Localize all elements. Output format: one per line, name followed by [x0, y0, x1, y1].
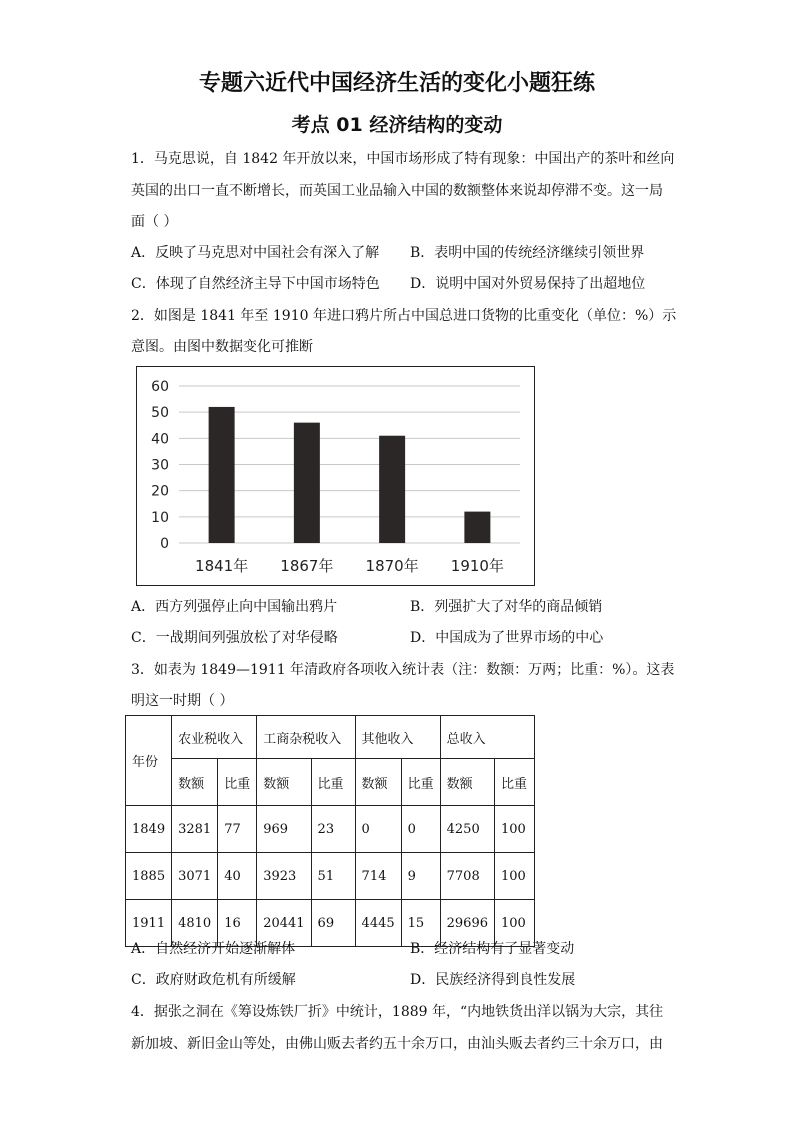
table-cell: 3923	[257, 853, 311, 900]
table-cell: 9	[401, 853, 440, 900]
chart-svg	[137, 367, 536, 587]
table-cell: 969	[257, 806, 311, 853]
q1-option-c[interactable]: C．体现了自然经济主导下中国市场特色	[131, 276, 380, 292]
table-cell: 23	[311, 806, 355, 853]
q1-option-b[interactable]: B．表明中国的传统经济继续引领世界	[410, 245, 645, 261]
q1-line-1: 1．马克思说，自 1842 年开放以来，中国市场形成了特有现象：中国出产的茶叶和丝向	[131, 151, 675, 167]
table-row	[126, 806, 535, 853]
x-tick-label: 1841年	[195, 557, 249, 575]
q3-line-2: 明这一时期（ ）	[131, 693, 234, 709]
x-tick-label: 1910年	[450, 557, 504, 575]
group-header-agri: 农业税收入	[172, 716, 257, 759]
q2-option-c[interactable]: C．一战期间列强放松了对华侵略	[131, 630, 338, 646]
table-cell: 69	[311, 900, 355, 947]
table-cell: 40	[218, 853, 257, 900]
sub-header: 数额	[355, 759, 401, 806]
table-cell: 3281	[172, 806, 218, 853]
table-header-row	[126, 716, 535, 759]
bar	[379, 436, 405, 543]
table-cell: 15	[401, 900, 440, 947]
table-cell: 20441	[257, 900, 311, 947]
sub-header: 数额	[172, 759, 218, 806]
y-tick-label: 30	[151, 457, 169, 474]
table-cell: 16	[218, 900, 257, 947]
q1-option-d[interactable]: D．说明中国对外贸易保持了出超地位	[410, 276, 646, 292]
q3-option-a[interactable]: A．自然经济开始逐渐解体	[131, 941, 296, 957]
q2-option-b[interactable]: B．列强扩大了对华的商品倾销	[410, 599, 603, 615]
y-tick-label: 40	[151, 431, 169, 448]
q2-option-d[interactable]: D．中国成为了世界市场的中心	[410, 630, 604, 646]
table-cell: 1885	[126, 853, 172, 900]
year-header: 年份	[126, 716, 172, 806]
q2-line-2: 意图。由图中数据变化可推断	[131, 339, 313, 355]
table-cell: 4810	[172, 900, 218, 947]
table-row	[126, 853, 535, 900]
y-tick-label: 50	[151, 405, 169, 422]
section-subtitle: 考点 01 经济结构的变动	[291, 114, 503, 136]
table-cell: 100	[495, 900, 535, 947]
table-cell: 51	[311, 853, 355, 900]
table-cell: 1849	[126, 806, 172, 853]
bar	[294, 423, 320, 543]
y-tick-label: 10	[151, 509, 169, 526]
table-cell: 7708	[440, 853, 494, 900]
table-cell: 100	[495, 853, 535, 900]
q1-line-3: 面（ ）	[131, 214, 178, 230]
table-cell: 714	[355, 853, 401, 900]
table-subheader-row	[126, 759, 535, 806]
q3-option-c[interactable]: C．政府财政危机有所缓解	[131, 972, 296, 988]
y-tick-label: 0	[160, 536, 169, 552]
table-cell: 4445	[355, 900, 401, 947]
q3-option-d[interactable]: D．民族经济得到良性发展	[410, 972, 576, 988]
q4-line-1: 4．据张之洞在《筹设炼铁厂折》中统计，1889 年，“内地铁货出洋以锅为大宗，其往	[131, 1004, 664, 1020]
sub-header: 比重	[311, 759, 355, 806]
group-header-commerce: 工商杂税收入	[257, 716, 355, 759]
sub-header: 比重	[401, 759, 440, 806]
table-cell: 100	[495, 806, 535, 853]
q3-option-b[interactable]: B．经济结构有了显著变动	[410, 941, 575, 957]
q2-option-a[interactable]: A．西方列强停止向中国输出鸦片	[131, 599, 338, 615]
table-cell: 1911	[126, 900, 172, 947]
group-header-other: 其他收入	[355, 716, 440, 759]
x-tick-label: 1870年	[365, 557, 419, 575]
group-header-total: 总收入	[440, 716, 534, 759]
table-cell: 3071	[172, 853, 218, 900]
revenue-table	[125, 715, 535, 947]
sub-header: 比重	[218, 759, 257, 806]
x-tick-label: 1867年	[280, 557, 334, 575]
table-cell: 0	[401, 806, 440, 853]
bar	[464, 512, 490, 543]
q2-line-1: 2．如图是 1841 年至 1910 年进口鸦片所占中国总进口货物的比重变化（单位：%）示	[131, 308, 677, 324]
q1-line-2: 英国的出口一直不断增长，而英国工业品输入中国的数额整体来说却停滞不变。这一局	[131, 183, 663, 199]
y-tick-label: 60	[151, 379, 169, 395]
q3-line-1: 3．如表为 1849—1911 年清政府各项收入统计表（注：数额：万两；比重：%）。这表	[131, 662, 675, 678]
opium-import-chart	[136, 366, 535, 586]
q1-option-a[interactable]: A．反映了马克思对中国社会有深入了解	[131, 245, 380, 261]
bar	[209, 407, 235, 543]
y-tick-label: 20	[151, 483, 169, 500]
q4-line-2: 新加坡、新旧金山等处，由佛山贩去者约五十余万口，由汕头贩去者约三十余万口，由	[131, 1036, 663, 1052]
sub-header: 数额	[440, 759, 494, 806]
table-cell: 29696	[440, 900, 494, 947]
sub-header: 比重	[495, 759, 535, 806]
sub-header: 数额	[257, 759, 311, 806]
table-cell: 0	[355, 806, 401, 853]
page-title: 专题六近代中国经济生活的变化小题狂练	[198, 71, 595, 96]
table-cell: 77	[218, 806, 257, 853]
table-cell: 4250	[440, 806, 494, 853]
